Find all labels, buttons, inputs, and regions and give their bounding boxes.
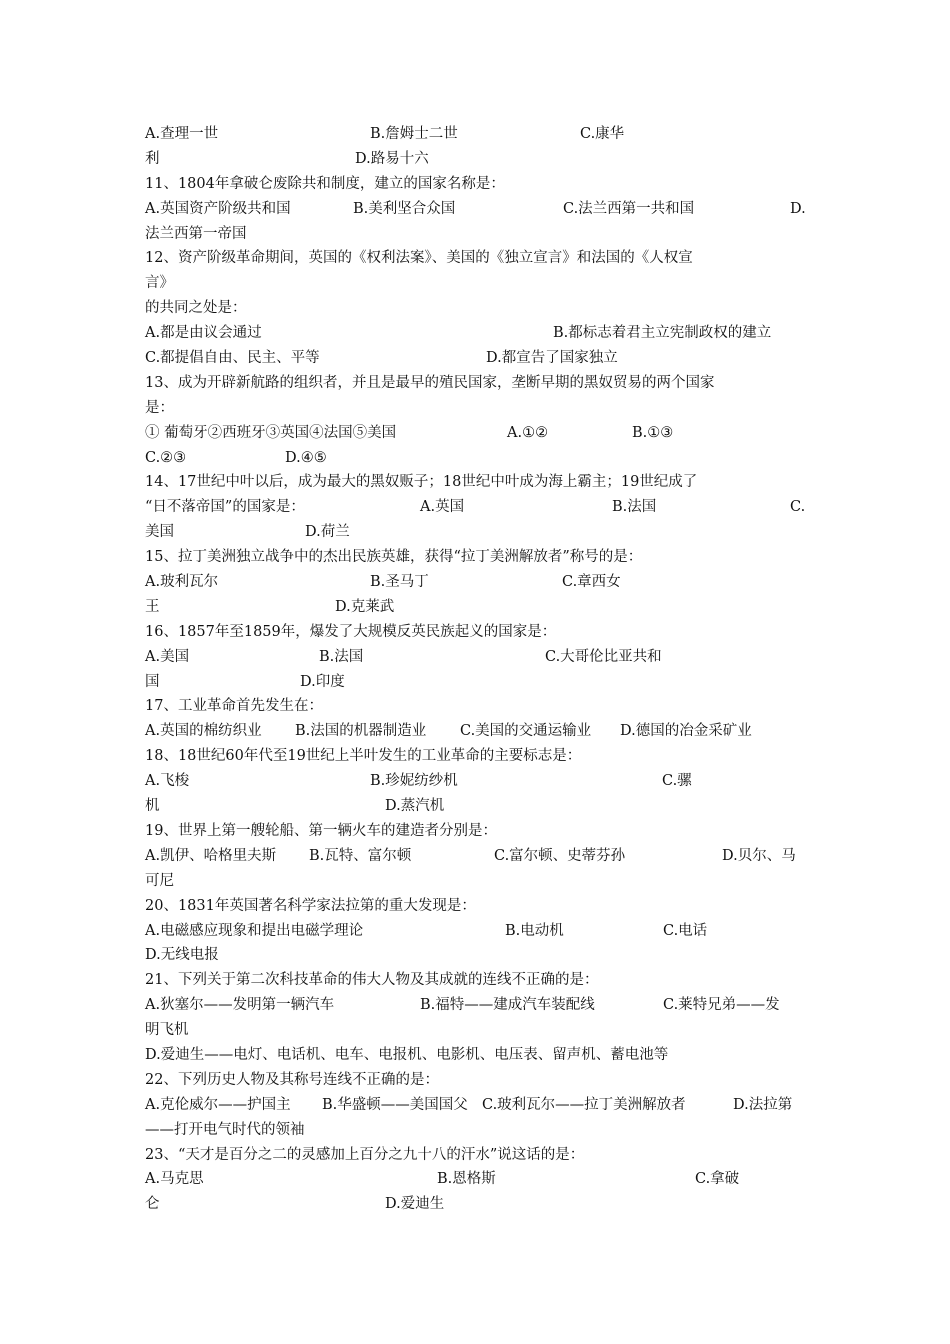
text-segment: D.爱迪生——电灯、电话机、电车、电报机、电影机、电压表、留声机、蓄电池等 — [145, 1046, 669, 1063]
document-page — [145, 122, 815, 1217]
text-segment: A.马克思 — [145, 1171, 204, 1188]
text-line — [145, 122, 815, 147]
text-segment: A.玻利瓦尔 — [145, 574, 219, 591]
text-line — [145, 595, 815, 620]
text-line — [145, 1167, 815, 1192]
text-segment: C.美国的交通运输业 — [460, 723, 592, 740]
text-line — [145, 321, 815, 346]
text-segment: A.飞梭 — [145, 773, 190, 790]
text-segment: B.美利坚合众国 — [353, 200, 456, 217]
text-segment: D.克莱武 — [335, 598, 395, 615]
text-segment: D.无线电报 — [145, 947, 219, 964]
text-segment: C.②③ — [145, 449, 187, 466]
text-line — [145, 570, 815, 595]
text-segment: A.都是由议会通过 — [145, 325, 262, 342]
text-line — [145, 520, 815, 545]
text-line — [145, 296, 815, 321]
text-segment: 的共同之处是： — [145, 300, 247, 317]
text-line — [145, 894, 815, 919]
text-segment: 23、“天才是百分之二的灵感加上百分之九十八的汗水”说这话的是： — [145, 1146, 585, 1163]
text-line — [145, 769, 815, 794]
text-segment: B.法国的机器制造业 — [295, 723, 427, 740]
text-line — [145, 844, 815, 869]
text-line — [145, 222, 815, 247]
text-segment: 19、世界上第一艘轮船、第一辆火车的建造者分别是： — [145, 822, 497, 839]
text-line — [145, 246, 815, 271]
text-line — [145, 371, 815, 396]
text-segment: ① 葡萄牙②西班牙③英国④法国⑤美国 — [145, 424, 397, 441]
text-line — [145, 645, 815, 670]
text-segment: 言》 — [145, 275, 174, 292]
text-segment: B.都标志着君主立宪制政权的建立 — [553, 325, 772, 342]
text-segment: 法兰西第一帝国 — [145, 225, 247, 242]
text-segment: ——打开电气时代的领袖 — [145, 1121, 305, 1138]
text-segment: B.法国 — [612, 499, 657, 516]
text-segment: 20、1831年英国著名科学家法拉第的重大发现是： — [145, 897, 476, 914]
text-line — [145, 1093, 815, 1118]
text-line — [145, 271, 815, 296]
text-line — [145, 545, 815, 570]
text-segment: 美国 — [145, 524, 174, 541]
text-segment: 仑 — [145, 1196, 160, 1213]
text-line — [145, 1192, 815, 1217]
text-segment: 机 — [145, 798, 160, 815]
text-segment: D.贝尔、马 — [722, 847, 796, 864]
text-segment: 15、拉丁美洲独立战争中的杰出民族英雄，获得“拉丁美洲解放者”称号的是： — [145, 549, 643, 566]
text-segment: B.恩格斯 — [437, 1171, 496, 1188]
text-segment: 国 — [145, 673, 160, 690]
text-segment: 王 — [145, 598, 160, 615]
text-segment: C.法兰西第一共和国 — [563, 200, 695, 217]
text-line — [145, 794, 815, 819]
text-line — [145, 346, 815, 371]
text-line — [145, 919, 815, 944]
text-line — [145, 1118, 815, 1143]
text-segment: 可尼 — [145, 872, 174, 889]
text-segment: B.珍妮纺纱机 — [370, 773, 458, 790]
text-line — [145, 1143, 815, 1168]
text-segment: A.①② — [507, 424, 549, 441]
text-segment: C.莱特兄弟——发 — [663, 997, 780, 1014]
text-segment: B.福特——建成汽车装配线 — [420, 997, 595, 1014]
text-line — [145, 421, 815, 446]
text-segment: B.詹姆士二世 — [370, 126, 458, 142]
text-segment: B.瓦特、富尔顿 — [309, 847, 412, 864]
text-line — [145, 470, 815, 495]
text-segment: D.印度 — [300, 673, 345, 690]
text-segment: C. — [790, 499, 806, 516]
text-segment: C.章西女 — [562, 574, 621, 591]
text-segment: 18、18世纪60年代至19世纪上半叶发生的工业革命的主要标志是： — [145, 748, 582, 765]
text-line — [145, 197, 815, 222]
text-segment: 22、下列历史人物及其称号连线不正确的是： — [145, 1071, 439, 1088]
text-segment: B.①③ — [632, 424, 674, 441]
text-segment: 12、资产阶级革命期间，英国的《权利法案》、美国的《独立宣言》和法国的《人权宣 — [145, 250, 693, 267]
text-line — [145, 993, 815, 1018]
text-segment: D.都宣告了国家独立 — [486, 350, 618, 367]
text-segment: C.富尔顿、史蒂芬孙 — [494, 847, 626, 864]
text-segment: C.拿破 — [695, 1171, 740, 1188]
text-segment: A.英国 — [420, 499, 465, 516]
text-segment: “日不落帝国”的国家是： — [145, 499, 305, 516]
text-line — [145, 819, 815, 844]
text-segment: D.荷兰 — [305, 524, 350, 541]
text-line — [145, 943, 815, 968]
text-segment: D.路易十六 — [355, 150, 429, 167]
text-segment: C.玻利瓦尔——拉丁美洲解放者 — [482, 1096, 686, 1113]
text-line — [145, 172, 815, 197]
text-segment: A.狄塞尔——发明第一辆汽车 — [145, 997, 335, 1014]
text-segment: C.电话 — [663, 922, 708, 939]
text-line — [145, 1068, 815, 1093]
text-segment: B.圣马丁 — [370, 574, 429, 591]
text-segment: 11、1804年拿破仑废除共和制度，建立的国家名称是： — [145, 175, 505, 192]
text-segment: D.蒸汽机 — [385, 798, 445, 815]
text-segment: 14、17世纪中叶以后，成为最大的黑奴贩子；18世纪中叶成为海上霸主；19世纪成了 — [145, 474, 698, 491]
text-line — [145, 694, 815, 719]
text-segment: C.康华 — [580, 126, 625, 142]
text-segment: C.大哥伦比亚共和 — [545, 648, 662, 665]
text-segment: 17、工业革命首先发生在： — [145, 698, 323, 715]
text-segment: D.法拉第 — [733, 1096, 793, 1113]
text-segment: A.英国的棉纺织业 — [145, 723, 262, 740]
text-segment: D.爱迪生 — [385, 1196, 445, 1213]
text-line — [145, 719, 815, 744]
text-segment: B.华盛顿——美国国父 — [322, 1096, 468, 1113]
text-segment: A.查理一世 — [145, 126, 219, 142]
text-segment: 16、1857年至1859年，爆发了大规模反英民族起义的国家是： — [145, 623, 557, 640]
text-segment: A.美国 — [145, 648, 190, 665]
text-segment: 21、下列关于第二次科技革命的伟大人物及其成就的连线不正确的是： — [145, 972, 599, 989]
text-segment: C.都提倡自由、民主、平等 — [145, 350, 320, 367]
text-segment: 利 — [145, 150, 160, 167]
text-segment: A.克伦威尔——护国主 — [145, 1096, 291, 1113]
text-segment: B.电动机 — [505, 922, 564, 939]
text-line — [145, 968, 815, 993]
text-segment: 明飞机 — [145, 1022, 189, 1039]
text-segment: A.凯伊、哈格里夫斯 — [145, 847, 277, 864]
text-line — [145, 1018, 815, 1043]
text-line — [145, 147, 815, 172]
text-line — [145, 446, 815, 471]
text-line — [145, 670, 815, 695]
text-line — [145, 744, 815, 769]
text-segment: A.英国资产阶级共和国 — [145, 200, 291, 217]
text-line — [145, 620, 815, 645]
text-segment: D.德国的冶金采矿业 — [620, 723, 752, 740]
text-segment: C.骡 — [662, 773, 692, 790]
text-line — [145, 495, 815, 520]
text-segment: D.④⑤ — [285, 449, 327, 466]
text-segment: 13、成为开辟新航路的组织者，并且是最早的殖民国家，垄断早期的黑奴贸易的两个国家 — [145, 374, 715, 391]
text-segment: B.法国 — [319, 648, 364, 665]
text-line — [145, 1043, 815, 1068]
text-segment: 是： — [145, 399, 174, 416]
text-line — [145, 869, 815, 894]
text-segment: A.电磁感应现象和提出电磁学理论 — [145, 922, 364, 939]
text-segment: D. — [790, 200, 806, 217]
text-line — [145, 396, 815, 421]
